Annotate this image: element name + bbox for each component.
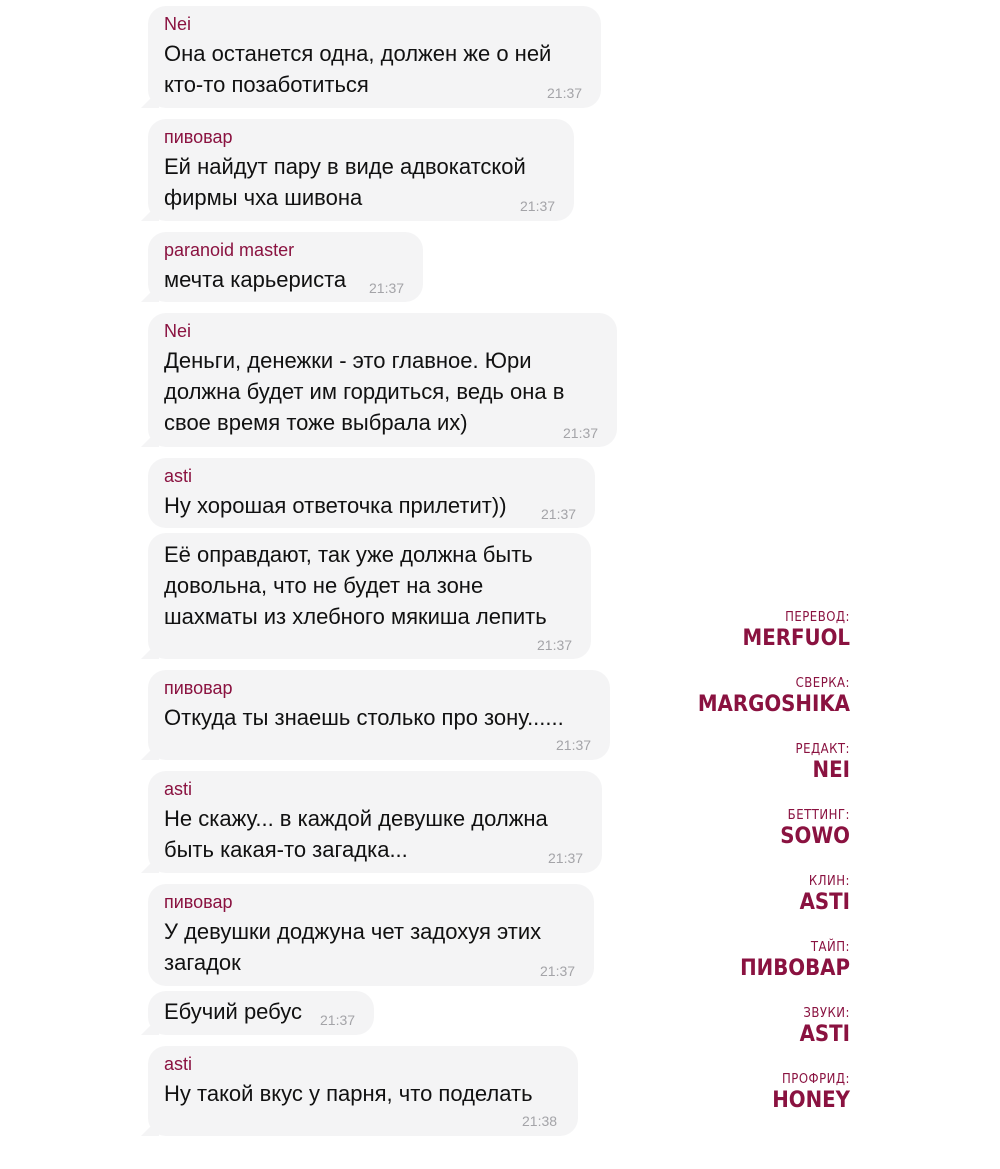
message-bubble[interactable] <box>148 991 374 1035</box>
message-sender: Nei <box>164 14 192 34</box>
message-bubble[interactable] <box>148 6 601 108</box>
credit-name-proofread: HONEY <box>772 1088 850 1113</box>
message-sender: Nei <box>164 321 192 341</box>
message-time: 21:37 <box>369 280 405 296</box>
message-bubble[interactable] <box>148 119 574 221</box>
message-text: Откуда ты знаешь столько про зону...... <box>164 705 564 730</box>
message-sender: asti <box>164 779 193 799</box>
message-sender: пивовар <box>164 678 233 698</box>
message-time: 21:37 <box>556 737 592 753</box>
message-sender: пивовар <box>164 892 233 912</box>
credit-name-type: ПИВОВАР <box>740 956 850 981</box>
credit-name-translation: MERFUOL <box>742 626 850 651</box>
credit-label-check: СВЕРКА: <box>795 676 850 691</box>
credit-label-translation: ПЕРЕВОД: <box>785 610 850 625</box>
message-time: 21:38 <box>522 1113 558 1129</box>
message-time: 21:37 <box>520 198 556 214</box>
message-bubble[interactable] <box>148 313 617 447</box>
credit-label-betting: БЕТТИНГ: <box>787 808 850 823</box>
credit-name-edit: NEI <box>812 758 850 783</box>
message-bubble[interactable] <box>148 771 602 873</box>
message-bubble[interactable] <box>148 458 595 528</box>
message-bubble[interactable] <box>148 884 594 986</box>
message-time: 21:37 <box>541 506 577 522</box>
message-text: Не скажу... в каждой девушке должна быть какая-то загадка... <box>164 806 548 862</box>
message-text: Ебучий ребус <box>164 999 303 1024</box>
message-time: 21:37 <box>537 637 573 653</box>
credit-name-betting: SOWO <box>780 824 850 849</box>
credit-name-check: MARGOSHIKA <box>697 692 850 717</box>
message-sender: asti <box>164 1054 193 1074</box>
message-text: Она останется одна, должен же о ней кто-то позаботиться <box>164 41 552 97</box>
message-sender: asti <box>164 466 193 486</box>
message-bubble[interactable] <box>148 232 423 302</box>
credit-label-clean: КЛИН: <box>808 874 850 889</box>
message-bubble[interactable] <box>148 1046 578 1136</box>
message-text: Деньги, денежки - это главное. Юри должна будет им гордиться, ведь она в свое время тоже выбрала их) <box>164 348 565 435</box>
message-text: Ну хорошая ответочка прилетит)) <box>164 493 507 518</box>
credit-name-sounds: ASTI <box>799 1022 850 1047</box>
credit-label-edit: РЕДАКТ: <box>795 742 850 757</box>
translation-credits <box>698 610 850 1114</box>
message-time: 21:37 <box>547 85 583 101</box>
message-bubble[interactable] <box>148 670 610 760</box>
credit-label-proofread: ПРОФРИД: <box>781 1072 850 1087</box>
credit-name-clean: ASTI <box>799 890 850 915</box>
message-time: 21:37 <box>540 963 576 979</box>
message-bubble[interactable] <box>148 533 591 659</box>
message-time: 21:37 <box>320 1012 356 1028</box>
credit-label-sounds: ЗВУКИ: <box>803 1006 850 1021</box>
message-text: Её оправдают, так уже должна быть довольна, что не будет на зоне шахматы из хлебного мякиша лепить <box>164 542 547 629</box>
message-text: У девушки доджуна чет задохуя этих загадок <box>164 919 542 975</box>
message-text: Ну такой вкус у парня, что поделать <box>164 1081 533 1106</box>
message-sender: пивовар <box>164 127 233 147</box>
message-text: мечта карьериста <box>164 267 347 292</box>
message-time: 21:37 <box>548 850 584 866</box>
credit-label-type: ТАЙП: <box>810 940 850 955</box>
message-sender: paranoid master <box>164 240 295 260</box>
message-time: 21:37 <box>563 425 599 441</box>
message-text: Ей найдут пару в виде адвокатской фирмы чха шивона <box>164 154 526 210</box>
